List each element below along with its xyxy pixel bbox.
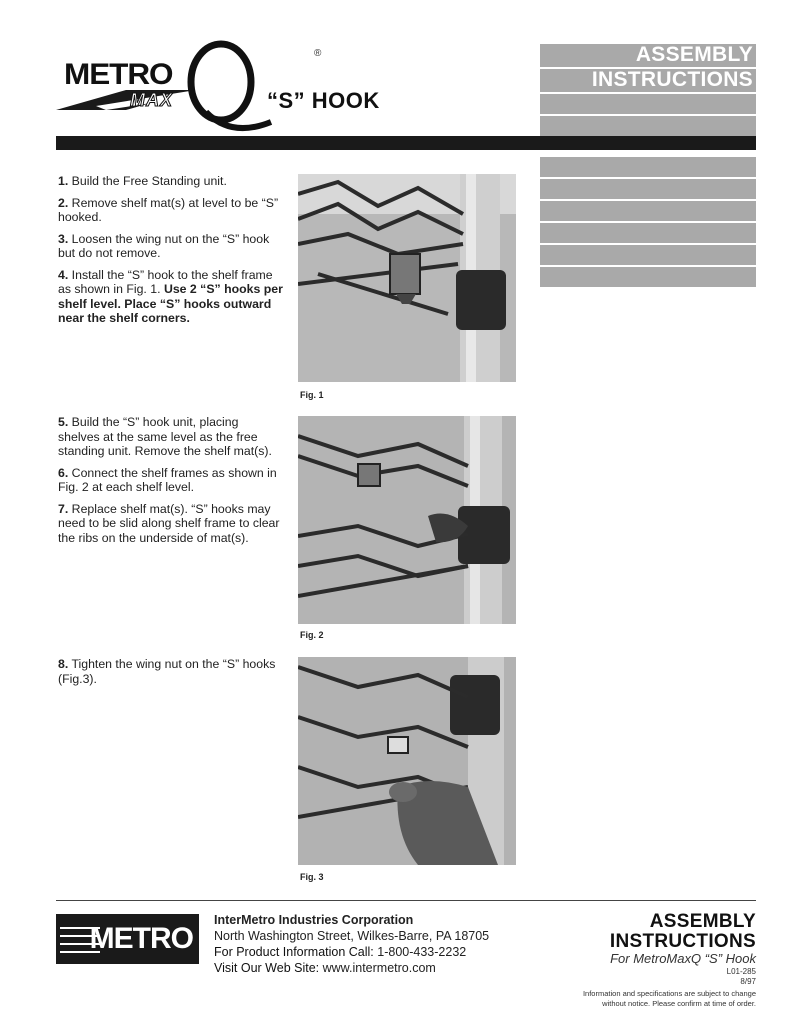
brand-name: METRO xyxy=(64,58,173,91)
footer-title-line-2: INSTRUCTIONS xyxy=(609,931,756,952)
footer-title-line-1: ASSEMBLY xyxy=(649,911,756,932)
fig-2-label: Fig. 2 xyxy=(300,630,324,640)
step-4: 4. Install the “S” hook to the shelf frame as shown in Fig. 1. Use 2 “S” hooks per shelf level. Place “S” hooks outward near the shelf corners. xyxy=(58,267,283,325)
side-row xyxy=(540,179,756,199)
fig-2-photo xyxy=(298,416,516,624)
footer-divider xyxy=(56,900,756,901)
brand-logo xyxy=(56,40,396,140)
header-divider-bar xyxy=(56,136,756,150)
step-6: 6. Connect the shelf frames as shown in Fig. 2 at each shelf level. xyxy=(58,465,277,494)
step-1: 1. Build the Free Standing unit. xyxy=(58,174,227,188)
step-3: 3. Loosen the wing nut on the “S” hook but do not remove. xyxy=(58,231,270,260)
side-row xyxy=(540,223,756,243)
shelf-connection-illustration xyxy=(298,416,516,624)
footer-subtitle: For MetroMaxQ “S” Hook xyxy=(610,951,756,966)
website-link[interactable]: www.intermetro.com xyxy=(319,961,436,975)
side-row xyxy=(540,267,756,287)
banner-line-2: INSTRUCTIONS xyxy=(540,69,756,92)
steps-group-1 xyxy=(58,174,283,333)
step-2: 2. Remove shelf mat(s) at level to be “S” hooked. xyxy=(58,195,279,224)
document-code-number: L01-285 xyxy=(726,967,756,976)
banner-row xyxy=(540,116,756,136)
product-info-label: For Product Information Call: xyxy=(214,945,374,959)
fig-1-photo xyxy=(298,174,516,382)
disclaimer xyxy=(583,989,756,1008)
footer-logo xyxy=(56,914,199,964)
footer-title xyxy=(610,912,756,952)
company-info xyxy=(214,912,489,976)
fig-1-label: Fig. 1 xyxy=(300,390,324,400)
product-info-phone[interactable]: 1-800-433-2232 xyxy=(373,945,467,959)
step-8: 8. Tighten the wing nut on the “S” hooks (Fig.3). xyxy=(58,657,276,686)
step-5: 5. Build the “S” hook unit, placing shelves at the same level as the free standing unit. Remove the shelf mat(s). xyxy=(58,415,272,458)
steps-group-2 xyxy=(58,415,283,552)
side-gray-rows xyxy=(540,157,756,289)
fig-3-label: Fig. 3 xyxy=(300,872,324,882)
footer-logo-text: METRO xyxy=(89,922,193,955)
product-title: “S” HOOK xyxy=(267,88,380,113)
website-label: Visit Our Web Site: xyxy=(214,961,320,975)
side-row xyxy=(540,245,756,265)
company-name: InterMetro Industries Corporation xyxy=(214,913,414,927)
document-date: 8/97 xyxy=(740,977,756,986)
banner-row xyxy=(540,94,756,114)
step-7: 7. Replace shelf mat(s). “S” hooks may need to be slid along shelf frame to clear the ribs on the underside of mat(s). xyxy=(58,501,280,545)
brand-sub: MAX xyxy=(130,90,173,110)
fig-3-photo xyxy=(298,657,516,865)
assembly-banner xyxy=(540,44,756,138)
disclaimer-line-2: without notice. Please confirm at time of order. xyxy=(602,998,756,1008)
registered-mark: ® xyxy=(314,48,322,59)
product-info-line xyxy=(214,944,489,960)
hand-tightening-illustration xyxy=(298,657,516,865)
side-row xyxy=(540,157,756,177)
banner-line-1: ASSEMBLY xyxy=(540,44,756,67)
disclaimer-line-1: Information and specifications are subject to change xyxy=(582,989,756,998)
website-line xyxy=(214,960,489,976)
steps-group-3 xyxy=(58,657,283,693)
side-row xyxy=(540,201,756,221)
company-address: North Washington Street, Wilkes-Barre, PA 18705 xyxy=(214,929,490,943)
document-code xyxy=(727,967,756,987)
shelf-post-illustration xyxy=(298,174,516,382)
